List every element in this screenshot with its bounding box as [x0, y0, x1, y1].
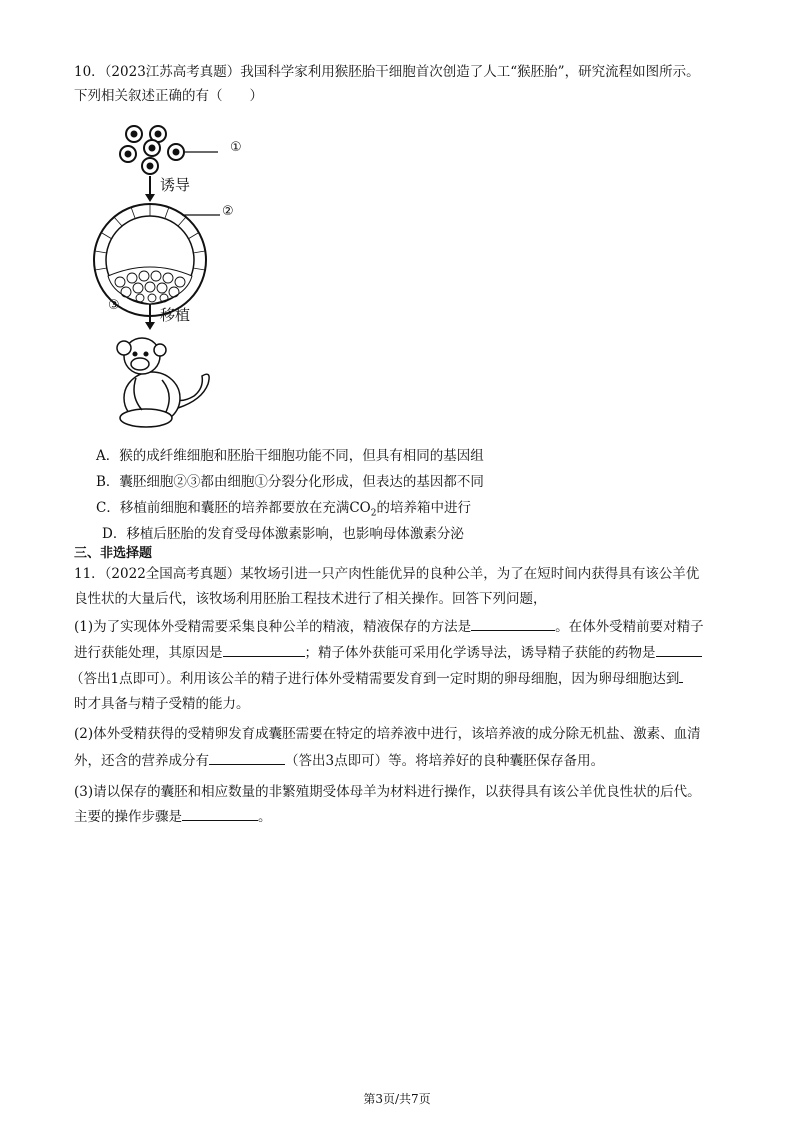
q11-part2-line2 [74, 750, 604, 771]
q11-part2-line1: (2)体外受精获得的受精卵发育成囊胚需要在特定的培养液中进行，该培养液的成分除无机盐、激素、血清 [74, 726, 701, 742]
label-induce: 诱导 [160, 176, 191, 194]
q10-option-c [96, 498, 471, 524]
q11-part2-text-b: 外，还含的营养成分有 [74, 753, 209, 769]
q11-part1-text-a: (1)为了实现体外受精需要采集良种公羊的精液，精液保存的方法是 [74, 619, 472, 635]
q10-stem-line2: 下列相关叙述正确的有（ ） [74, 88, 263, 104]
label-transplant: 移植 [160, 306, 191, 324]
answer-blank-6[interactable] [182, 806, 258, 821]
q11-part1-text-b: 。在体外受精前要对精子 [555, 619, 704, 635]
section-title: 三、非选择题 [74, 546, 153, 561]
answer-blank-4[interactable] [679, 668, 683, 683]
q11-part1-text-c: 进行获能处理，其原因是 [74, 645, 223, 661]
q10-option-c-pre: C．移植前细胞和囊胚的培养都要放在充满 [96, 500, 350, 516]
arrow-down-icon [145, 176, 155, 202]
q10-option-c-sub: 2 [370, 508, 377, 519]
q11-part3-text-b: 主要的操作步骤是 [74, 809, 182, 825]
q10-option-a: A．猴的成纤维细胞和胚胎干细胞功能不同，但具有相同的基因组 [96, 448, 484, 464]
embryo-diagram [90, 118, 250, 438]
answer-blank-2[interactable] [223, 642, 305, 657]
q11-stem-line1: 11．（2022全国高考真题）某牧场引进一只产肉性能优异的良种公羊，为了在短时间内获得具有该公羊优 [74, 566, 700, 582]
answer-blank-1[interactable] [471, 616, 555, 631]
q11-part3-line2 [74, 806, 272, 827]
q10-option-d: D．移植后胚胎的发育受母体激素影响，也影响母体激素分泌 [102, 526, 464, 542]
q10-stem-line1: 10．（2023江苏高考真题）我国科学家利用猴胚胎干细胞首次创造了人工“猴胚胎”，研究流程如图所示。 [74, 64, 700, 80]
q10-option-c-chem: CO [349, 500, 371, 516]
marker-3: ③ [108, 298, 120, 313]
marker-1: ① [230, 140, 242, 155]
monkey-icon [117, 338, 209, 427]
q11-part1-line3 [70, 668, 683, 689]
q11-part2-text-c: （答出3点即可）等。将培养好的良种囊胚保存备用。 [285, 753, 605, 769]
q10-option-c-post: 的培养箱中进行 [376, 500, 471, 516]
answer-blank-5[interactable] [209, 750, 285, 765]
q11-part1-line4: 时才具备与精子受精的能力。 [74, 696, 250, 712]
q10-option-b: B．囊胚细胞②③都由细胞①分裂分化形成，但表达的基因都不同 [96, 474, 484, 490]
q11-part3-line1: (3)请以保存的囊胚和相应数量的非繁殖期受体母羊为材料进行操作，以获得具有该公羊优良性状的后代。 [74, 784, 701, 800]
q11-stem-line2: 良性状的大量后代，该牧场利用胚胎工程技术进行了相关操作。回答下列问题， [74, 591, 547, 607]
q11-part1-text-e: （答出1点即可）。利用该公羊的精子进行体外受精需要发育到一定时期的卵母细胞，因为卵母细胞达到 [70, 671, 680, 687]
q11-part1-line1 [74, 616, 704, 637]
marker-2: ② [222, 204, 234, 219]
page-number: 第3页/共7页 [363, 1092, 431, 1106]
embryo-diagram-svg [90, 118, 250, 438]
answer-blank-3[interactable] [656, 642, 702, 657]
q11-part3-text-c: 。 [258, 809, 272, 825]
q11-part1-line2 [74, 642, 702, 663]
stem-cells-icon [120, 126, 184, 174]
q11-part1-text-d: ；精子体外获能可采用化学诱导法，诱导精子获能的药物是 [304, 645, 656, 661]
